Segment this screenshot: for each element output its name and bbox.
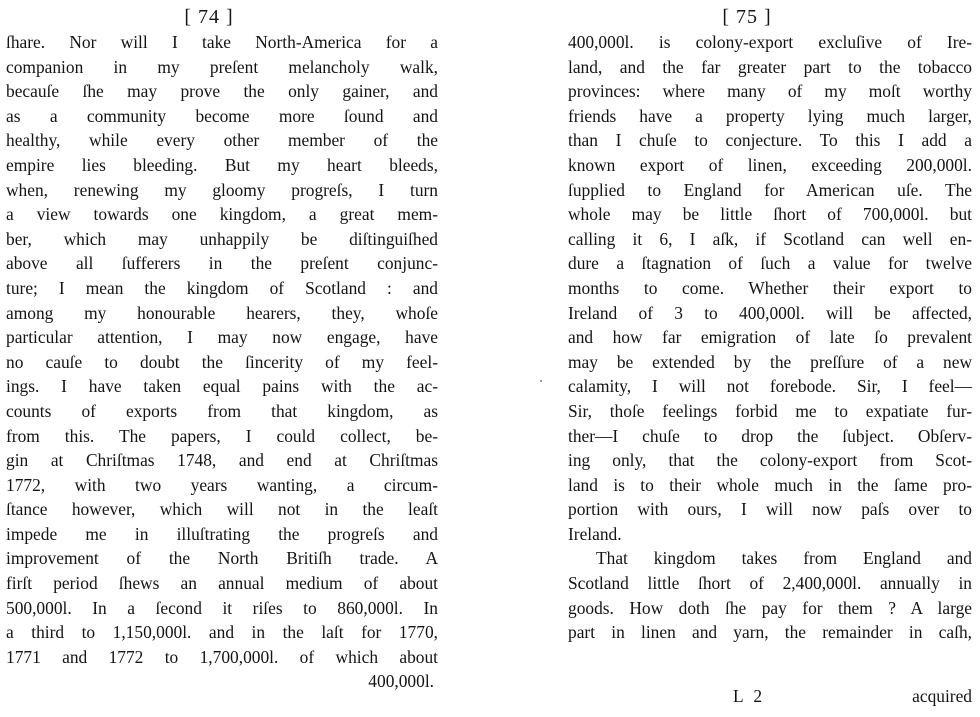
text-line: ſhare. Nor will I take North-America for a xyxy=(6,32,438,52)
text-line: a third to 1,150,000l. and in the laſt for 1770, xyxy=(6,622,438,643)
text-line: land, and the far greater part to the tobacco xyxy=(568,56,972,77)
left-page-number: [ 74 ] xyxy=(184,6,234,28)
text-line-final: 400,000l. xyxy=(368,671,434,692)
text-line: gin at Chriſtmas 1748, and end at Chriſtmas xyxy=(6,450,438,471)
text-line: calamity, I will not forebode. Sir, I feel— xyxy=(568,376,972,397)
text-line: 1771 and 1772 to 1,700,000l. of which about xyxy=(6,646,438,667)
text-line: whole may be little ſhort of 700,000l. but xyxy=(568,204,972,225)
right-page-number: [ 75 ] xyxy=(722,6,772,28)
text-line: no cauſe to doubt the ſincerity of my feel- xyxy=(6,351,438,372)
text-line: goods. How doth ſhe pay for them ? A large xyxy=(568,597,972,618)
paper-speck xyxy=(540,380,542,382)
text-line: ſupplied to England for American uſe. The xyxy=(568,179,972,200)
text-line: firſt period ſhews an annual medium of about xyxy=(6,573,438,594)
text-line: ther—I chuſe to drop the ſubject. Obſerv- xyxy=(568,425,972,446)
text-line: companion in my preſent melancholy walk, xyxy=(6,56,438,77)
right-page-footer xyxy=(568,684,972,708)
text-line: as a community become more ſound and xyxy=(6,105,438,126)
text-line: Sir, thoſe feelings forbid me to expatiate fur- xyxy=(568,400,972,421)
text-line: ber, which may unhappily be diſtinguiſhed xyxy=(6,228,438,249)
text-line: empire lies bleeding. But my heart bleeds, xyxy=(6,154,438,175)
text-line: 500,000l. In a ſecond it riſes to 860,000l. In xyxy=(6,597,438,618)
text-line: provinces: where many of my moſt worthy xyxy=(568,81,972,102)
text-line: known export of linen, exceeding 200,000l. xyxy=(568,154,972,175)
text-line: becauſe ſhe may prove the only gainer, and xyxy=(6,81,438,102)
text-line: ture; I mean the kingdom of Scotland : and xyxy=(6,277,438,298)
text-line: Scotland little ſhort of 2,400,000l. annually in xyxy=(568,573,972,594)
text-line: calling it 6, I aſk, if Scotland can well en- xyxy=(568,228,972,249)
text-line: above all ſufferers in the preſent conjunc- xyxy=(6,253,438,274)
text-line: ing only, that the colony-export from Scot- xyxy=(568,450,972,471)
text-line: months to come. Whether their export to xyxy=(568,277,972,298)
text-line: land is to their whole much in the ſame pro- xyxy=(568,474,972,495)
text-line: ſtance however, which will not in the leaſt xyxy=(6,499,438,520)
text-line: dure a ſtagnation of ſuch a value for twelve xyxy=(568,253,972,274)
text-line: may be extended by the preſſure of a new xyxy=(568,351,972,372)
text-line: than I chuſe to conjecture. To this I add a xyxy=(568,130,972,151)
text-line: impede me in illuſtrating the progreſs and xyxy=(6,523,438,544)
text-line: counts of exports from that kingdom, as xyxy=(6,400,438,421)
text-line: 400,000l. is colony-export excluſive of Ire- xyxy=(568,32,972,52)
signature-mark: L 2 xyxy=(733,686,766,706)
text-line: from this. The papers, I could collect, be- xyxy=(6,425,438,446)
text-line: improvement of the North Britiſh trade. A xyxy=(6,548,438,569)
text-line: part in linen and yarn, the remainder in caſh, xyxy=(568,622,972,643)
text-line: among my honourable hearers, they, whoſe xyxy=(6,302,438,323)
text-line: ings. I have taken equal pains with the ac- xyxy=(6,376,438,397)
text-line: Ireland. xyxy=(568,523,622,544)
text-line: Ireland of 3 to 400,000l. will be affected, xyxy=(568,302,972,323)
left-page-text xyxy=(6,30,438,694)
text-line: and how far emigration of late ſo prevalent xyxy=(568,327,972,348)
text-line: friends have a property lying much larger, xyxy=(568,105,972,126)
catchword: acquired xyxy=(912,686,972,706)
right-page-text xyxy=(568,30,972,645)
text-line: 1772, with two years wanting, a circum- xyxy=(6,474,438,495)
text-line: when, renewing my gloomy progreſs, I turn xyxy=(6,179,438,200)
text-line: particular attention, I may now engage, have xyxy=(6,327,438,348)
paragraph-first-line: That kingdom takes from England and xyxy=(596,548,972,569)
text-line: healthy, while every other member of the xyxy=(6,130,438,151)
text-line: a view towards one kingdom, a great mem- xyxy=(6,204,438,225)
text-line: portion with ours, I will now paſs over to xyxy=(568,499,972,520)
